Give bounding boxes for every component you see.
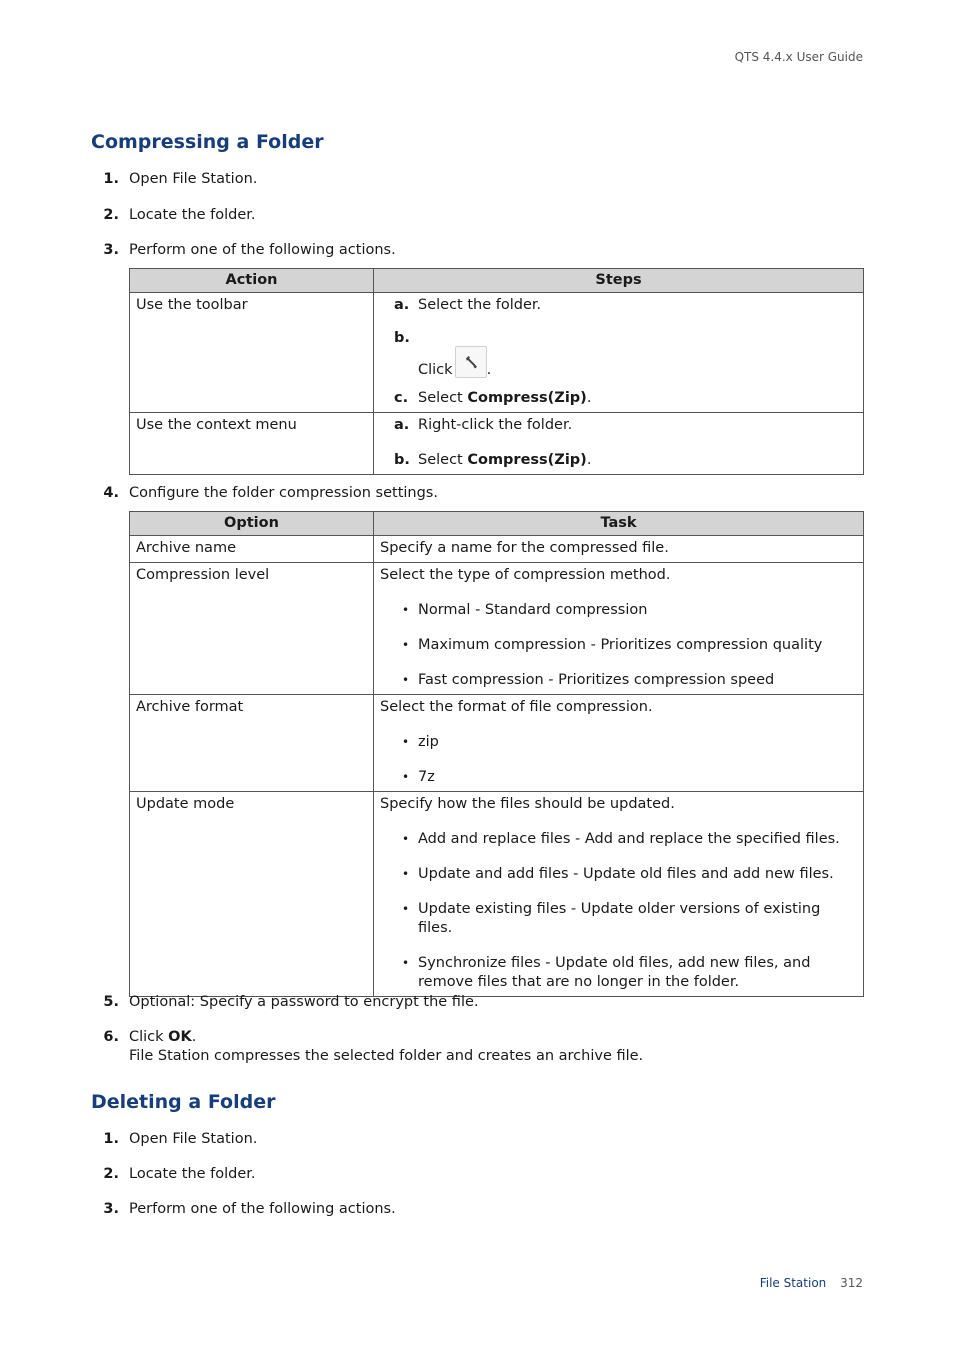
list-item-text: Select bbox=[418, 452, 468, 468]
wrench-icon bbox=[464, 355, 478, 369]
bullet-list bbox=[380, 733, 857, 787]
list-item-text: Click bbox=[418, 362, 453, 378]
task-cell bbox=[374, 792, 864, 997]
menu-term: Compress(Zip) bbox=[467, 452, 587, 468]
list-item-text: 7z bbox=[418, 769, 435, 785]
list-item bbox=[380, 900, 857, 938]
option-cell: Archive format bbox=[130, 695, 374, 792]
page-footer bbox=[760, 1276, 863, 1290]
list-item bbox=[380, 329, 857, 380]
step-number: 1. bbox=[103, 171, 119, 187]
table-header-cell: Option bbox=[130, 512, 374, 536]
step-text: Open File Station. bbox=[129, 171, 258, 187]
step-text: Perform one of the following actions. bbox=[129, 1201, 396, 1217]
step-detail: File Station compresses the selected folder and creates an archive file. bbox=[129, 1048, 644, 1064]
steps-cell bbox=[374, 293, 864, 413]
step-number: 3. bbox=[103, 242, 119, 258]
section-title-compress: Compressing a Folder bbox=[91, 131, 324, 153]
list-item-text: Update and add files - Update old files and add new files. bbox=[418, 866, 834, 882]
task-cell bbox=[374, 695, 864, 792]
list-item bbox=[380, 733, 857, 752]
table-header-row bbox=[130, 269, 864, 293]
list-item-text: Add and replace files - Add and replace the specified files. bbox=[418, 831, 840, 847]
list-item bbox=[380, 671, 857, 690]
list-item-text: Right-click the folder. bbox=[418, 417, 573, 433]
step-text: Open File Station. bbox=[129, 1131, 258, 1147]
list-item-text: Maximum compression - Prioritizes compression quality bbox=[418, 637, 823, 653]
task-cell: Specify a name for the compressed file. bbox=[374, 536, 864, 563]
click-instruction bbox=[418, 329, 857, 380]
list-letter: b. bbox=[394, 452, 410, 468]
table-header-cell: Steps bbox=[374, 269, 864, 293]
list-item-text: Normal - Standard compression bbox=[418, 602, 648, 618]
list-item bbox=[380, 601, 857, 620]
bullet-icon: • bbox=[402, 673, 410, 687]
actions-table bbox=[129, 268, 864, 475]
bullet-icon: • bbox=[402, 832, 410, 846]
bullet-icon: • bbox=[402, 956, 410, 970]
step-text: Optional: Specify a password to encrypt the file. bbox=[129, 994, 479, 1010]
step-text-prefix: Click bbox=[129, 1029, 169, 1045]
option-cell: Update mode bbox=[130, 792, 374, 997]
table-row bbox=[130, 792, 864, 997]
footer-section: File Station bbox=[759, 1276, 827, 1290]
bullet-icon: • bbox=[402, 638, 410, 652]
table-header-cell: Task bbox=[374, 512, 864, 536]
bullet-list bbox=[380, 830, 857, 992]
list-letter: a. bbox=[394, 297, 410, 313]
table-row bbox=[130, 293, 864, 413]
list-letter: a. bbox=[394, 417, 410, 433]
step-text: Locate the folder. bbox=[129, 1166, 256, 1182]
bullet-icon: • bbox=[402, 735, 410, 749]
step-text: Locate the folder. bbox=[129, 207, 256, 223]
step-number: 1. bbox=[103, 1131, 119, 1147]
list-item bbox=[380, 416, 857, 435]
list-item bbox=[380, 954, 857, 992]
bullet-icon: • bbox=[402, 902, 410, 916]
list-item-text: Update existing files - Update older versions of existing files. bbox=[418, 901, 821, 936]
step-number: 4. bbox=[103, 485, 119, 501]
step-item bbox=[91, 241, 864, 260]
table-header-row bbox=[130, 512, 864, 536]
action-cell: Use the toolbar bbox=[130, 293, 374, 413]
table-row bbox=[130, 563, 864, 695]
step-item bbox=[91, 1028, 864, 1066]
settings-table bbox=[129, 511, 864, 997]
step-text-suffix: . bbox=[191, 1029, 197, 1045]
list-item-text: . bbox=[586, 390, 592, 406]
list-item bbox=[380, 451, 857, 470]
section-title-delete: Deleting a Folder bbox=[91, 1091, 276, 1113]
task-text: Select the format of file compression. bbox=[380, 699, 653, 715]
bullet-icon: • bbox=[402, 770, 410, 784]
action-cell: Use the context menu bbox=[130, 413, 374, 475]
bullet-icon: • bbox=[402, 603, 410, 617]
lettered-list bbox=[380, 416, 857, 470]
page-number: 312 bbox=[840, 1276, 863, 1290]
list-letter: c. bbox=[394, 390, 409, 406]
step-item bbox=[91, 1165, 864, 1184]
list-item bbox=[380, 636, 857, 655]
guide-title: QTS 4.4.x User Guide bbox=[734, 50, 863, 64]
list-item-text: Fast compression - Prioritizes compression speed bbox=[418, 672, 775, 688]
step-item bbox=[91, 1200, 864, 1219]
list-item bbox=[380, 865, 857, 884]
bullet-list bbox=[380, 601, 857, 690]
menu-term: Compress(Zip) bbox=[467, 390, 587, 406]
list-item-text: zip bbox=[418, 734, 439, 750]
step-item bbox=[91, 993, 864, 1012]
ok-term: OK bbox=[168, 1029, 192, 1045]
list-item bbox=[380, 830, 857, 849]
bullet-icon: • bbox=[402, 867, 410, 881]
list-item bbox=[380, 389, 857, 408]
task-text: Specify how the files should be updated. bbox=[380, 796, 675, 812]
list-item bbox=[380, 296, 857, 315]
step-number: 2. bbox=[103, 1166, 119, 1182]
step-number: 2. bbox=[103, 207, 119, 223]
step-text bbox=[129, 1029, 196, 1045]
steps-cell bbox=[374, 413, 864, 475]
step-number: 6. bbox=[103, 1029, 119, 1045]
list-item-text: Synchronize files - Update old files, add new files, and remove files that are no longer in the folder. bbox=[418, 955, 811, 990]
option-cell: Archive name bbox=[130, 536, 374, 563]
step-item bbox=[91, 1130, 864, 1149]
table-row bbox=[130, 695, 864, 792]
step-item bbox=[91, 484, 864, 503]
lettered-list bbox=[380, 296, 857, 408]
table-row bbox=[130, 536, 864, 563]
option-cell: Compression level bbox=[130, 563, 374, 695]
list-item-text: Select bbox=[418, 390, 468, 406]
more-actions-button[interactable] bbox=[455, 346, 487, 378]
list-item-text: Select the folder. bbox=[418, 297, 542, 313]
table-row bbox=[130, 413, 864, 475]
list-item-text: . bbox=[586, 452, 592, 468]
step-text: Configure the folder compression settings. bbox=[129, 485, 438, 501]
list-letter: b. bbox=[394, 330, 410, 346]
list-item-text: . bbox=[486, 362, 492, 378]
task-cell bbox=[374, 563, 864, 695]
step-item bbox=[91, 170, 864, 189]
list-item bbox=[380, 768, 857, 787]
task-text: Select the type of compression method. bbox=[380, 567, 671, 583]
step-item bbox=[91, 206, 864, 225]
step-number: 5. bbox=[103, 994, 119, 1010]
step-text: Perform one of the following actions. bbox=[129, 242, 396, 258]
table-header-cell: Action bbox=[130, 269, 374, 293]
step-number: 3. bbox=[103, 1201, 119, 1217]
